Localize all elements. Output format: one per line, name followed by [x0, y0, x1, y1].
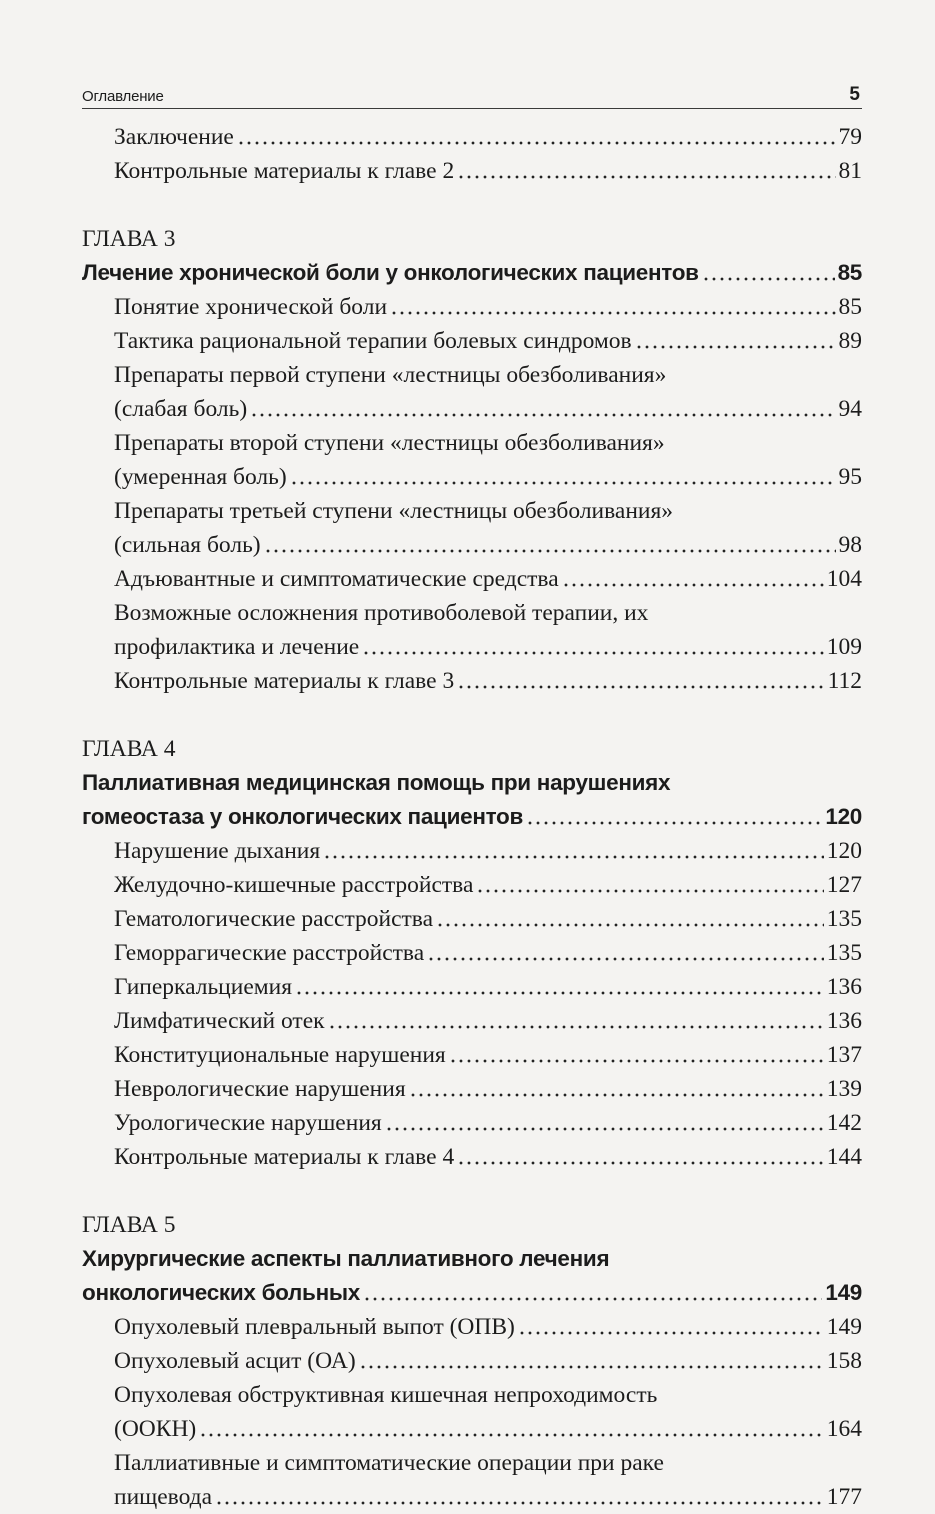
toc-entry-title: Урологические нарушения	[114, 1110, 382, 1136]
toc-entry-page: 177	[826, 1484, 862, 1510]
toc-entry-title: пищевода	[114, 1484, 213, 1510]
toc-entry	[82, 1106, 862, 1140]
dot-leader	[295, 970, 824, 1000]
toc-entry-title: Геморрагические расстройства	[114, 940, 425, 966]
toc-entry	[82, 664, 862, 698]
dot-leader	[518, 1310, 824, 1340]
toc-entry-title: Желудочно-кишечные расстройства	[114, 872, 474, 898]
toc-entry-page: 149	[826, 1314, 862, 1340]
dot-leader	[449, 1038, 824, 1068]
toc-entry	[82, 834, 862, 868]
toc-entry	[82, 936, 862, 970]
toc-entry-title: (умеренная боль)	[114, 464, 287, 490]
toc-entry	[82, 1072, 862, 1106]
toc-entry-title: профилактика и лечение	[114, 634, 360, 660]
toc-entry	[82, 324, 862, 358]
toc-entry-title: Заключение	[114, 124, 234, 150]
toc-entry-title: Нарушение дыхания	[114, 838, 321, 864]
toc-entry-page: 135	[826, 940, 862, 966]
toc-entry-title: Гематологические расстройства	[114, 906, 434, 932]
toc-entry-page: 135	[826, 906, 862, 932]
toc-entry-title: Понятие хронической боли	[114, 294, 388, 320]
toc-entry	[82, 1446, 862, 1514]
toc-entry-title: гомеостаза у онкологических пациентов	[82, 804, 524, 829]
toc-entry-page: 142	[826, 1110, 862, 1136]
toc-entry-title-line1: Возможные осложнения противоболевой терапии, их	[114, 600, 649, 626]
dot-leader	[562, 562, 824, 592]
toc-entry	[82, 970, 862, 1004]
toc-entry-page: 139	[826, 1076, 862, 1102]
toc-entry-title: Опухолевый асцит (ОА)	[114, 1348, 356, 1374]
chapter-heading: ГЛАВА 3	[82, 226, 176, 252]
toc-entry-title-line1: Препараты третьей ступени «лестницы обезболивания»	[114, 498, 674, 524]
toc-entry-page: 127	[826, 872, 862, 898]
dot-leader	[526, 800, 822, 830]
toc-entry	[82, 494, 862, 562]
dot-leader	[457, 664, 824, 694]
toc-entry-page: 136	[826, 974, 862, 1000]
toc-entry	[82, 902, 862, 936]
toc-entry-page: 136	[826, 1008, 862, 1034]
toc-entry-page: 81	[838, 158, 862, 184]
toc-entry-page: 149	[825, 1280, 862, 1305]
toc-entry-page: 109	[826, 634, 862, 660]
dot-leader	[457, 1140, 824, 1170]
toc-entry	[82, 1310, 862, 1344]
toc-entry	[82, 868, 862, 902]
toc-entry-page: 89	[838, 328, 862, 354]
table-of-contents	[82, 120, 862, 1514]
dot-leader	[362, 630, 824, 660]
toc-entry-title: Адъювантные и симптоматические средства	[114, 566, 559, 592]
toc-entry-title: Лечение хронической боли у онкологических пациентов	[82, 260, 699, 285]
dot-leader	[427, 936, 824, 966]
dot-leader	[290, 460, 836, 490]
chapter-heading: ГЛАВА 5	[82, 1212, 176, 1238]
toc-entry-title-line1: Препараты второй ступени «лестницы обезболивания»	[114, 430, 665, 456]
toc-entry-title: Лимфатический отек	[114, 1008, 325, 1034]
toc-chapter-title	[82, 1242, 862, 1310]
toc-entry-page: 85	[837, 260, 862, 285]
toc-entry	[82, 1140, 862, 1174]
toc-entry-title: Контрольные материалы к главе 4	[114, 1144, 455, 1170]
toc-entry-page: 94	[838, 396, 862, 422]
dot-leader	[702, 256, 835, 286]
dot-leader	[359, 1344, 824, 1374]
toc-entry	[82, 1004, 862, 1038]
toc-entry	[82, 562, 862, 596]
toc-entry	[82, 1038, 862, 1072]
toc-entry-title: Контрольные материалы к главе 2	[114, 158, 455, 184]
dot-leader	[250, 392, 835, 422]
toc-entry-page: 95	[838, 464, 862, 490]
toc-entry	[82, 426, 862, 494]
toc-entry-title-line1: Паллиативные и симптоматические операции при раке	[114, 1450, 664, 1476]
toc-entry-page: 158	[826, 1348, 862, 1374]
dot-leader	[215, 1480, 824, 1510]
toc-entry-page: 112	[827, 668, 862, 694]
toc-entry-page: 79	[838, 124, 862, 150]
dot-leader	[323, 834, 824, 864]
toc-entry-title: (сильная боль)	[114, 532, 261, 558]
toc-entry	[82, 1378, 862, 1446]
chapter-heading: ГЛАВА 4	[82, 736, 176, 762]
page-number: 5	[849, 84, 860, 105]
toc-entry-page: 137	[826, 1042, 862, 1068]
toc-entry-title: онкологических больных	[82, 1280, 361, 1305]
toc-entry	[82, 120, 862, 154]
toc-entry	[82, 290, 862, 324]
toc-entry-page: 104	[826, 566, 862, 592]
toc-entry	[82, 358, 862, 426]
dot-leader	[436, 902, 824, 932]
dot-leader	[476, 868, 823, 898]
dot-leader	[409, 1072, 824, 1102]
dot-leader	[385, 1106, 824, 1136]
toc-entry-title-line1: Паллиативная медицинская помощь при нарушениях	[82, 770, 671, 795]
toc-chapter-title	[82, 256, 862, 290]
dot-leader	[635, 324, 836, 354]
toc-entry	[82, 1344, 862, 1378]
toc-entry-title: Конституциональные нарушения	[114, 1042, 446, 1068]
toc-entry-title-line1: Хирургические аспекты паллиативного лечения	[82, 1246, 610, 1271]
dot-leader	[264, 528, 836, 558]
toc-chapter-title	[82, 766, 862, 834]
running-header-title: Оглавление	[82, 88, 164, 105]
toc-entry	[82, 596, 862, 664]
toc-entry-page: 85	[838, 294, 862, 320]
toc-entry-page: 164	[826, 1416, 862, 1442]
dot-leader	[328, 1004, 824, 1034]
toc-entry-title: Гиперкальциемия	[114, 974, 293, 1000]
dot-leader	[390, 290, 835, 320]
toc-entry	[82, 154, 862, 188]
toc-entry-title: Тактика рациональной терапии болевых синдромов	[114, 328, 632, 354]
toc-entry-title: (слабая боль)	[114, 396, 248, 422]
toc-entry-page: 98	[838, 532, 862, 558]
toc-entry-title: Неврологические нарушения	[114, 1076, 406, 1102]
toc-entry-page: 120	[826, 838, 862, 864]
dot-leader	[363, 1276, 822, 1306]
toc-entry-page: 120	[825, 804, 862, 829]
dot-leader	[237, 120, 836, 150]
running-header	[82, 84, 862, 109]
toc-entry-title-line1: Опухолевая обструктивная кишечная непроходимость	[114, 1382, 658, 1408]
dot-leader	[457, 154, 835, 184]
dot-leader	[199, 1412, 824, 1442]
toc-entry-title: Опухолевый плевральный выпот (ОПВ)	[114, 1314, 515, 1340]
toc-entry-title: Контрольные материалы к главе 3	[114, 668, 455, 694]
toc-entry-page: 144	[826, 1144, 862, 1170]
toc-entry-title-line1: Препараты первой ступени «лестницы обезболивания»	[114, 362, 667, 388]
toc-entry-title: (ООКН)	[114, 1416, 197, 1442]
